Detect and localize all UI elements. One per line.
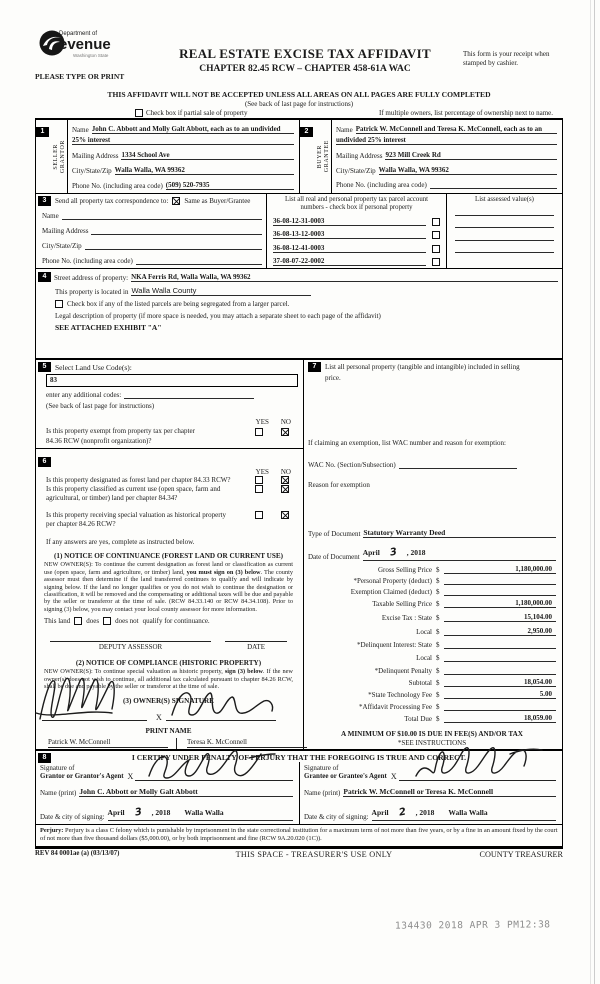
buyer-name-value-2[interactable]: undivided 25% interest bbox=[336, 136, 557, 145]
parcel-personal-checkbox-4[interactable] bbox=[432, 258, 440, 266]
treasurer-space-label: THIS SPACE - TREASURER'S USE ONLY bbox=[235, 850, 393, 860]
grantee-city: Walla Walla bbox=[448, 808, 488, 818]
notice2-body-bold: sign (3) below bbox=[224, 668, 263, 676]
grantor-name-value[interactable]: John C. Abbott or Molly Galt Abbott bbox=[79, 787, 293, 797]
assessed-value-line[interactable] bbox=[455, 203, 554, 216]
grantor-date-year: , 2018 bbox=[151, 808, 171, 818]
buyer-mailing-label: Mailing Address bbox=[336, 152, 383, 160]
current-use-question-2: agricultural, or timber) land per chapter 84.34? bbox=[46, 494, 178, 503]
parcel-number: 36-08-13-12-0003 bbox=[273, 230, 426, 239]
exhibit-note: SEE ATTACHED EXHIBIT "A" bbox=[55, 323, 162, 333]
notice2-title: (2) NOTICE OF COMPLIANCE (HISTORIC PROPERTY) bbox=[75, 659, 262, 668]
section-3-badge: 3 bbox=[38, 196, 51, 206]
fee-value[interactable] bbox=[444, 674, 556, 675]
send-correspondence-label: Send all property tax correspondence to: bbox=[55, 197, 169, 205]
street-address-label: Street address of property: bbox=[54, 274, 129, 283]
grantor-sig-label-2: Grantor or Grantor's Agent bbox=[40, 772, 124, 781]
wac-value[interactable] bbox=[399, 468, 517, 469]
located-in-value[interactable]: Walla Walla County bbox=[131, 286, 311, 296]
owner-sig-x: X bbox=[156, 712, 162, 722]
section-5 bbox=[36, 360, 303, 449]
scan-artifact-line bbox=[594, 0, 595, 984]
scan-artifact-line bbox=[590, 0, 591, 984]
dollar-sign: $ bbox=[436, 628, 440, 637]
fee-value[interactable]: 5.00 bbox=[444, 690, 556, 699]
grantor-date-day-handwritten: 3 bbox=[133, 806, 143, 819]
corr-phone-label: Phone No. (including area code) bbox=[42, 257, 133, 265]
section-2-badge: 2 bbox=[300, 127, 313, 137]
logo-dept-text: Department of bbox=[59, 31, 98, 37]
county-treasurer-label: COUNTY TREASURER bbox=[479, 850, 563, 860]
fee-value[interactable] bbox=[444, 710, 556, 711]
grantor-x: X bbox=[127, 772, 134, 782]
form-header bbox=[35, 28, 563, 104]
this-land-label: This land bbox=[44, 617, 71, 626]
grantor-signature-block bbox=[36, 762, 299, 825]
assessed-header: List assessed value(s) bbox=[475, 196, 534, 203]
located-in-label: This property is located in bbox=[55, 288, 129, 297]
dollar-sign: $ bbox=[436, 714, 440, 723]
grantee-signature-block bbox=[299, 762, 562, 825]
buyer-phone-value[interactable] bbox=[430, 188, 557, 189]
fee-label: *State Technology Fee bbox=[368, 691, 432, 700]
land-does-not-checkbox[interactable] bbox=[103, 617, 111, 625]
minimum-note: A MINIMUM OF $10.00 IS DUE IN FEE(S) AND/OR TAX bbox=[341, 729, 523, 738]
dollar-sign: $ bbox=[436, 641, 440, 650]
corr-name-label: Name bbox=[42, 212, 59, 220]
grantee-name-label: Name (print) bbox=[304, 789, 341, 798]
parcel-header-1: List all real and personal property tax parcel account bbox=[284, 196, 429, 203]
corr-city-label: City/State/Zip bbox=[42, 242, 82, 250]
doc-date-month: April bbox=[362, 548, 380, 558]
qualify-label: qualify for continuance. bbox=[142, 617, 210, 626]
fee-label: Gross Selling Price bbox=[377, 565, 432, 574]
logo-revenue-text: evenue bbox=[59, 36, 111, 53]
forest-yes-checkbox[interactable] bbox=[255, 476, 263, 484]
section-2-buyer bbox=[299, 120, 562, 193]
section-6-badge: 6 bbox=[38, 457, 51, 467]
fee-value[interactable]: 1,180,000.00 bbox=[444, 599, 556, 608]
assessed-value-line[interactable] bbox=[455, 216, 554, 229]
grantee-date-year: , 2018 bbox=[415, 808, 435, 818]
notice1-body-pre: NEW OWNER(S): To continue the current designation as forest land or classification as current use (open space, farm and agriculture, or timber) land, bbox=[44, 561, 293, 576]
wac-label: WAC No. (Section/Subsection) bbox=[308, 461, 396, 470]
buyer-name-label: Name bbox=[336, 126, 353, 134]
section-7-badge: 7 bbox=[308, 362, 321, 372]
left-column bbox=[36, 360, 304, 748]
owner-signature-area bbox=[38, 695, 299, 725]
legal-description-label: Legal description of property (if more space is needed, you may attach a separate sheet to each page of the affidavit) bbox=[55, 312, 381, 321]
parcel-number: 37-08-07-22-0002 bbox=[273, 257, 426, 266]
exempt-yes-checkbox[interactable] bbox=[255, 428, 263, 436]
section-5-badge: 5 bbox=[38, 362, 51, 372]
receipt-note: This form is your receipt when stamped by cashier. bbox=[463, 50, 550, 68]
fee-label: *Affidavit Processing Fee bbox=[359, 702, 432, 711]
grantor-date-label: Date & city of signing: bbox=[40, 813, 105, 822]
land-use-label: Select Land Use Code(s): bbox=[55, 362, 132, 372]
historic-question-1: Is this property receiving special valuation as historical property bbox=[46, 511, 227, 520]
section-8 bbox=[36, 749, 562, 825]
personal-property-note-1: List all personal property (tangible and intangible) included in selling bbox=[325, 363, 520, 372]
date-of-document-label: Date of Document bbox=[308, 553, 360, 562]
forest-question: Is this property designated as forest land per chapter 84.33 RCW? bbox=[46, 476, 231, 485]
notice1-body-post: . The county assessor must then determine if the land transferred continues to qualify and will indicate by signing below. If the land no longer qualifies or you do not wish to continue the designation or classification, it will be removed and the compensating or additional taxes will be due and payable by the seller or transferor at the time of sale. (RCW 84.33.140 or RCW 84.34.108). Prior to signing (3) below, you may contact your local county assessor for more information. bbox=[44, 568, 293, 613]
corr-name-value[interactable] bbox=[62, 219, 262, 220]
fee-label: Subtotal bbox=[408, 679, 432, 688]
please-type-label: PLEASE TYPE OR PRINT bbox=[35, 72, 125, 81]
certify-statement: I CERTIFY UNDER PENALTY OF PERJURY THAT THE FOREGOING IS TRUE AND CORRECT. bbox=[131, 752, 467, 762]
dor-logo bbox=[39, 30, 159, 58]
form-footer bbox=[35, 847, 563, 859]
notice-continuance bbox=[38, 552, 299, 690]
grantee-sig-label-2: Grantee or Grantee's Agent bbox=[304, 772, 387, 781]
fee-label: *Delinquent Penalty bbox=[374, 667, 432, 676]
dollar-sign: $ bbox=[436, 667, 440, 676]
owner-signature-title: (3) OWNER(S) SIGNATURE bbox=[123, 696, 214, 705]
dollar-sign: $ bbox=[436, 565, 440, 574]
grantor-date-month: April bbox=[107, 808, 125, 818]
parcel-number: 36-08-12-31-0003 bbox=[273, 217, 426, 226]
historic-question-2: per chapter 84.26 RCW? bbox=[46, 520, 116, 529]
parcel-personal-checkbox-2[interactable] bbox=[432, 231, 440, 239]
fee-label: Excise Tax : State bbox=[381, 614, 432, 623]
fee-value[interactable]: 18,059.00 bbox=[444, 714, 556, 723]
parcel-number: 36-08-12-41-0003 bbox=[273, 244, 426, 253]
buyer-vertical-label-1: BUYER bbox=[316, 144, 323, 169]
date-of-document-value[interactable] bbox=[363, 542, 556, 561]
see-back-note: (See back of last page for instructions) bbox=[244, 100, 354, 108]
section-6 bbox=[36, 449, 303, 748]
if-yes-note: If any answers are yes, complete as instructed below. bbox=[46, 538, 195, 547]
dollar-sign: $ bbox=[436, 587, 440, 596]
assessed-value-line[interactable] bbox=[455, 241, 554, 254]
street-address-value[interactable]: NKA Ferris Rd, Walla Walla, WA 99362 bbox=[131, 273, 558, 282]
no-header: NO bbox=[280, 418, 291, 427]
dollar-sign: $ bbox=[436, 600, 440, 609]
partial-sale-checkbox[interactable] bbox=[135, 109, 143, 117]
no-header-2: NO bbox=[280, 468, 291, 477]
notice2-body-post: . If the new owner(s) does not wish to continue, all additional tax calculated pursuant to chapter 84.26 RCW, shall be due and payable by the seller or transferor at the time of sale. bbox=[44, 668, 293, 691]
yes-header-2: YES bbox=[255, 468, 269, 477]
grantee-sig-label-1: Signature of bbox=[304, 763, 339, 772]
seller-city-label: City/State/Zip bbox=[72, 167, 112, 175]
yes-header: YES bbox=[255, 418, 269, 427]
segregated-label: Check box if any of the listed parcels are being segregated from a larger parcel. bbox=[67, 300, 290, 309]
land-use-code-input[interactable]: 83 bbox=[46, 374, 298, 387]
corr-city-value[interactable] bbox=[85, 249, 262, 250]
section-8-badge: 8 bbox=[38, 753, 51, 763]
partial-sale-label: Check box if partial sale of property bbox=[146, 109, 248, 117]
additional-codes-value[interactable] bbox=[124, 398, 254, 399]
seller-mailing-value[interactable]: 1334 School Ave bbox=[121, 151, 294, 160]
personal-property-note-2: price. bbox=[325, 373, 341, 382]
fee-value[interactable]: 15,104.00 bbox=[444, 613, 556, 622]
doc-date-year: , 2018 bbox=[406, 548, 426, 558]
logo-state-text: Washington State bbox=[73, 53, 109, 58]
segregated-checkbox[interactable] bbox=[55, 300, 63, 308]
buyer-city-value[interactable]: Walla Walla, WA 99362 bbox=[379, 166, 557, 175]
grantor-sig-label-1: Signature of bbox=[40, 763, 75, 772]
grantor-name-label: Name (print) bbox=[40, 789, 77, 798]
section-1-seller bbox=[36, 120, 299, 193]
form-subtitle: CHAPTER 82.45 RCW – CHAPTER 458-61A WAC bbox=[199, 64, 411, 74]
parcel-personal-checkbox-3[interactable] bbox=[432, 245, 440, 253]
dollar-sign: $ bbox=[436, 691, 440, 700]
grantee-signature-line[interactable] bbox=[399, 771, 556, 781]
notice2-body-pre: NEW OWNER(S): To continue special valuation as historic property, bbox=[44, 668, 225, 676]
fee-value[interactable] bbox=[444, 648, 556, 649]
grantee-date-value[interactable] bbox=[372, 802, 556, 821]
section-3 bbox=[36, 194, 562, 269]
seller-city-value[interactable]: Walla Walla, WA 99362 bbox=[115, 166, 294, 175]
form-title: REAL ESTATE EXCISE TAX AFFIDAVIT bbox=[179, 46, 431, 61]
buyer-mailing-value[interactable]: 923 Mill Creek Rd bbox=[385, 151, 557, 160]
seller-mailing-label: Mailing Address bbox=[72, 152, 119, 160]
fee-label: Taxable Selling Price bbox=[372, 600, 432, 609]
grantee-date-label: Date & city of signing: bbox=[304, 813, 369, 822]
affidavit-form bbox=[35, 28, 563, 859]
fee-value[interactable] bbox=[444, 595, 556, 596]
party-row bbox=[36, 120, 562, 194]
seller-vertical-label-2: GRANTOR bbox=[59, 139, 66, 174]
reason-label: Reason for exemption bbox=[308, 481, 370, 490]
owner-signature-line-2[interactable] bbox=[166, 720, 276, 721]
historic-yes-checkbox[interactable] bbox=[255, 511, 263, 519]
exempt-question-2: 84.36 RCW (nonprofit organization)? bbox=[46, 437, 152, 446]
type-of-document-label: Type of Document bbox=[308, 530, 361, 539]
print-name-title: PRINT NAME bbox=[145, 726, 192, 735]
seller-name-label: Name bbox=[72, 126, 89, 134]
grantor-signature-line[interactable] bbox=[135, 771, 293, 781]
grantee-x: X bbox=[390, 772, 397, 782]
corr-phone-value[interactable] bbox=[136, 264, 262, 265]
does-not-label: does not bbox=[115, 617, 139, 626]
fee-value[interactable]: 18,054.00 bbox=[444, 678, 556, 687]
see-instructions-note: *SEE INSTRUCTIONS bbox=[397, 738, 467, 747]
exemption-note: If claiming an exemption, list WAC number and reason for exemption: bbox=[308, 439, 506, 448]
print-name-1: Patrick W. McConnell bbox=[48, 738, 168, 748]
grantor-city: Walla Walla bbox=[184, 808, 224, 818]
section-1-badge: 1 bbox=[36, 127, 49, 137]
see-back-note-2: (See back of last page for instructions) bbox=[46, 402, 155, 411]
seller-phone-value[interactable]: (509) 520-7935 bbox=[166, 181, 294, 190]
perjury-text: Perjury is a class C felony which is punishable by imprisonment in the state correctional institution for a maximum term of not more than five years, or by a fine in an amount fixed by the court of not more than five thousand dollars ($5,000.00), or by both imprisonment and fine (RCW 9A.20.020 (1C)). bbox=[40, 827, 558, 843]
additional-codes-label: enter any additional codes: bbox=[46, 391, 122, 400]
fee-value[interactable]: 1,180,000.00 bbox=[444, 565, 556, 574]
seller-name-value-2[interactable]: 25% interest bbox=[72, 136, 294, 145]
current-use-no-checkbox[interactable] bbox=[281, 485, 289, 493]
historic-no-checkbox[interactable] bbox=[281, 511, 289, 519]
dollar-sign: $ bbox=[436, 679, 440, 688]
same-as-buyer-label: Same as Buyer/Grantee bbox=[184, 197, 251, 205]
type-of-document-value[interactable]: Statutory Warranty Deed bbox=[363, 528, 556, 538]
corr-mailing-label: Mailing Address bbox=[42, 227, 89, 235]
grantee-date-month: April bbox=[371, 808, 389, 818]
fee-value[interactable] bbox=[444, 661, 556, 662]
perjury-bold: Perjury: bbox=[40, 827, 64, 835]
seller-vertical-label-1: SELLER bbox=[52, 143, 59, 170]
parcel-header-2: numbers - check box if personal property bbox=[300, 204, 413, 212]
fee-label: Local bbox=[416, 654, 432, 663]
same-as-buyer-checkbox[interactable] bbox=[172, 197, 180, 205]
fee-value[interactable] bbox=[444, 584, 556, 585]
does-label: does bbox=[86, 617, 100, 626]
fee-label: Total Due bbox=[404, 714, 432, 723]
seller-name-value[interactable]: John C. Abbott and Molly Galt Abbott, each as to an undivided bbox=[92, 125, 294, 134]
seller-phone-label: Phone No. (including area code) bbox=[72, 182, 163, 190]
warning-line: THIS AFFIDAVIT WILL NOT BE ACCEPTED UNLESS ALL AREAS ON ALL PAGES ARE FULLY COMPLETED bbox=[107, 90, 491, 99]
owner-signature-line-1[interactable] bbox=[42, 720, 147, 721]
notice1-body-bold: you must sign on (3) below bbox=[186, 568, 261, 576]
deputy-date-line[interactable]: DATE bbox=[225, 641, 287, 651]
corr-mailing-value[interactable] bbox=[91, 234, 262, 235]
fee-label: *Delinquent Interest: State bbox=[356, 641, 432, 650]
buyer-phone-label: Phone No. (including area code) bbox=[336, 181, 427, 189]
print-name-2: Teresa K. McConnell bbox=[187, 738, 307, 748]
grantor-date-value[interactable] bbox=[108, 802, 293, 821]
forest-no-checkbox[interactable] bbox=[281, 476, 289, 484]
notice1-title: (1) NOTICE OF CONTINUANCE (FOREST LAND OR CURRENT USE) bbox=[53, 552, 284, 561]
section-7 bbox=[304, 360, 562, 748]
section-4 bbox=[36, 269, 562, 360]
assessed-value-line[interactable] bbox=[455, 228, 554, 241]
fee-label: *Personal Property (deduct) bbox=[353, 576, 432, 585]
fee-label: Local bbox=[416, 628, 432, 637]
dollar-sign: $ bbox=[436, 614, 440, 623]
current-use-yes-checkbox[interactable] bbox=[255, 485, 263, 493]
buyer-vertical-label-2: GRANTEE bbox=[323, 140, 330, 173]
doc-date-day-handwritten: 3 bbox=[388, 546, 398, 559]
rev-number: REV 84 0001ae (a) (03/13/07) bbox=[35, 850, 120, 858]
grantee-date-day-handwritten: 2 bbox=[397, 806, 407, 819]
buyer-name-value[interactable]: Patrick W. McConnell and Teresa K. McConnell, each as to an bbox=[356, 125, 557, 134]
dollar-sign: $ bbox=[436, 654, 440, 663]
current-use-question-1: Is this property classified as current use (open space, farm and bbox=[46, 485, 221, 494]
multiple-owners-note: If multiple owners, list percentage of ownership next to name. bbox=[379, 109, 553, 117]
grantee-name-value[interactable]: Patrick W. McConnell or Teresa K. McConnell bbox=[343, 787, 556, 797]
treasurer-receipt-stamp: 134430 2018 APR 3 PM12:38 bbox=[394, 919, 551, 932]
perjury-note bbox=[36, 824, 562, 846]
parcel-personal-checkbox-1[interactable] bbox=[432, 218, 440, 226]
deputy-assessor-line[interactable]: DEPUTY ASSESSOR bbox=[50, 641, 211, 651]
exempt-no-checkbox[interactable] bbox=[281, 428, 289, 436]
fee-label: Exemption Claimed (deduct) bbox=[350, 587, 432, 596]
land-does-checkbox[interactable] bbox=[74, 617, 82, 625]
dollar-sign: $ bbox=[436, 576, 440, 585]
fee-value[interactable]: 2,950.00 bbox=[444, 627, 556, 636]
exempt-question-1: Is this property exempt from property tax per chapter bbox=[46, 427, 195, 436]
dollar-sign: $ bbox=[436, 702, 440, 711]
section-4-badge: 4 bbox=[38, 272, 51, 282]
buyer-city-label: City/State/Zip bbox=[336, 167, 376, 175]
